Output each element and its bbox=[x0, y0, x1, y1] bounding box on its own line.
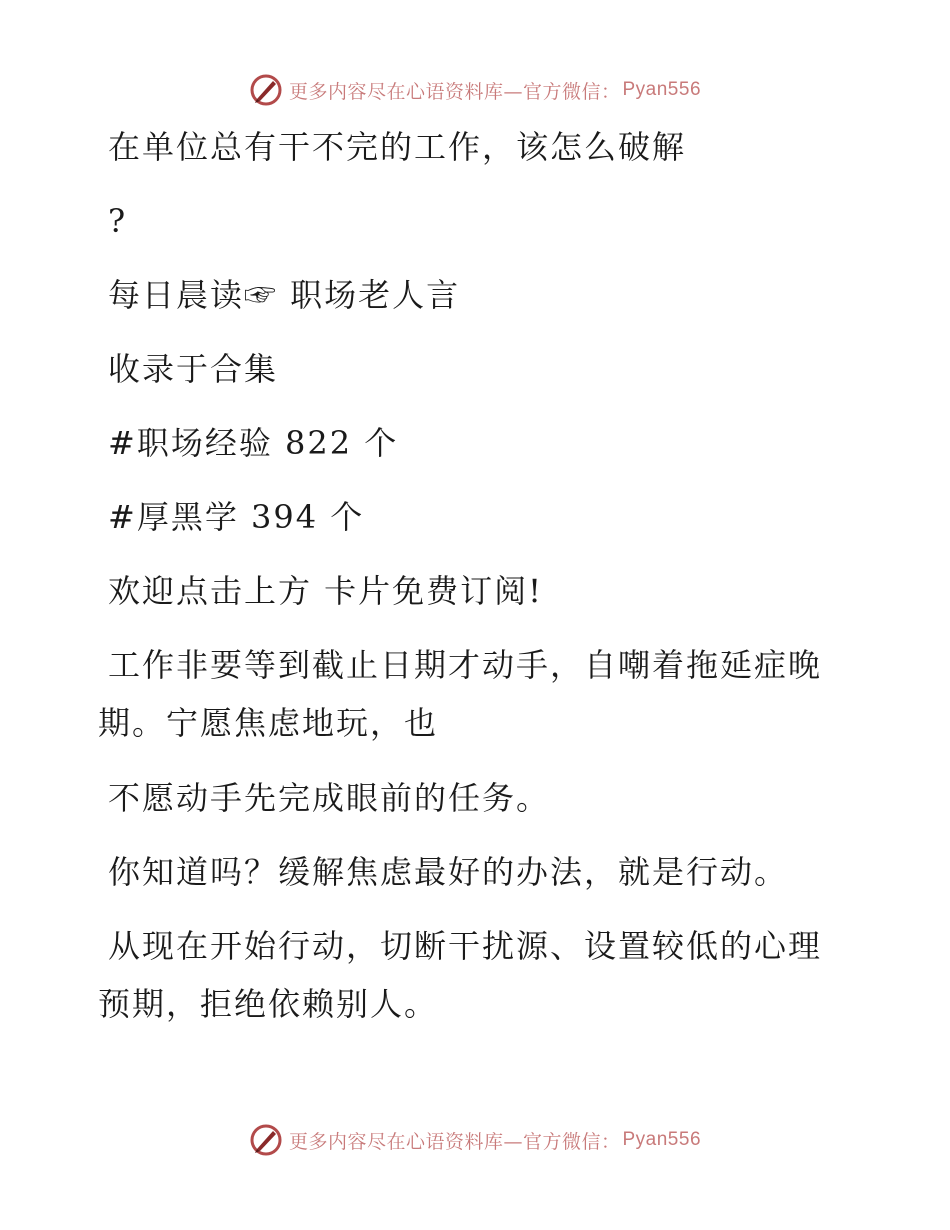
watermark-text: 更多内容尽在心语资料库—官方微信： bbox=[288, 80, 621, 103]
paragraph-line: 不愿动手先完成眼前的任务。 bbox=[108, 779, 551, 817]
quill-pen-circle-icon bbox=[249, 1123, 283, 1157]
watermark-wechat-id: Pyan556 bbox=[622, 1129, 702, 1150]
paragraph-line: 预期，拒绝依赖别人。 bbox=[98, 985, 439, 1023]
quill-pen-circle-icon bbox=[249, 73, 283, 107]
column-name: 每日晨读☞ 职场老人言 bbox=[108, 276, 461, 314]
watermark-wechat-id: Pyan556 bbox=[622, 79, 702, 100]
subscribe-prompt: 欢迎点击上方 卡片免费订阅! bbox=[108, 572, 544, 610]
hashtag-career-experience: #职场经验 822 个 bbox=[108, 424, 399, 462]
article-title-line-1: 在单位总有干不完的工作，该怎么破解 bbox=[108, 128, 687, 166]
paragraph-line: 从现在开始行动，切断干扰源、设置较低的心理 bbox=[108, 927, 823, 965]
watermark-header bbox=[0, 70, 950, 110]
article-title-line-2: ? bbox=[108, 202, 128, 240]
watermark-text: 更多内容尽在心语资料库—官方微信： bbox=[288, 1130, 621, 1153]
paragraph-line: 工作非要等到截止日期才动手，自嘲着拖延症晚 bbox=[108, 646, 823, 684]
collection-label: 收录于合集 bbox=[108, 350, 279, 388]
paragraph-line: 期。宁愿焦虑地玩，也 bbox=[98, 704, 439, 742]
paragraph-line: 你知道吗？缓解焦虑最好的办法，就是行动。 bbox=[108, 853, 789, 891]
watermark-footer bbox=[0, 1120, 950, 1160]
hashtag-thick-black: #厚黑学 394 个 bbox=[108, 498, 365, 536]
